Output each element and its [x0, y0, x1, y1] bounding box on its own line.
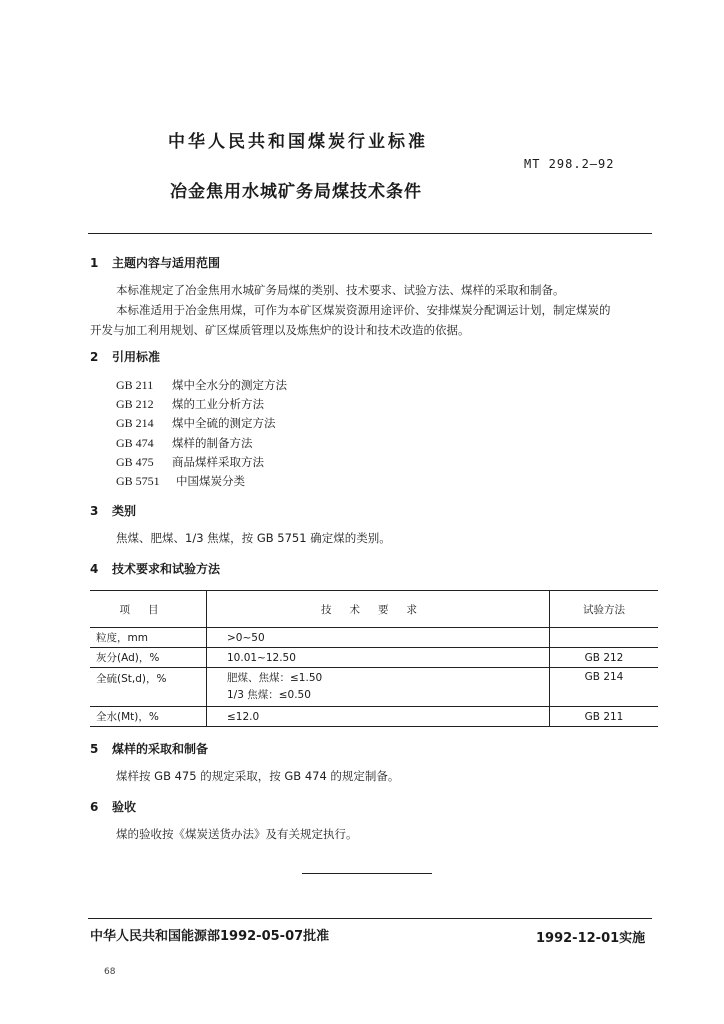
section-3-heading [90, 502, 136, 519]
requirement-line: 1/3 焦煤：≤0.50 [227, 689, 311, 701]
section-4-heading [90, 560, 220, 577]
table-row [90, 648, 658, 668]
bottom-rule [88, 918, 652, 919]
reference-item [116, 453, 287, 472]
section-title: 煤样的采取和制备 [112, 742, 209, 756]
section-5-para: 煤样按 GB 475 的规定采取，按 GB 474 的规定制备。 [116, 769, 400, 783]
reference-name: 煤中全硫的测定方法 [172, 416, 276, 431]
header-method: 试验方法 [550, 591, 659, 628]
row-item: 全水(Mt)，% [90, 707, 207, 727]
section-title: 验收 [112, 800, 137, 814]
top-rule [88, 233, 652, 234]
table-row [90, 668, 658, 707]
row-method: GB 211 [584, 710, 624, 723]
reference-item [116, 395, 287, 414]
reference-code: GB 211 [116, 378, 154, 392]
reference-code: GB 214 [116, 416, 154, 431]
reference-list [116, 376, 287, 491]
approval-line: 中华人民共和国能源部1992-05-07批准 [90, 929, 330, 944]
standard-title: 中华人民共和国煤炭行业标准 [168, 132, 428, 152]
reference-item [116, 376, 287, 395]
section-number: 3 [90, 504, 99, 518]
row-requirement: ≤12.0 [207, 707, 550, 727]
section-title: 技术要求和试验方法 [112, 562, 221, 576]
table-header-row [90, 591, 658, 628]
reference-code: GB 474 [116, 435, 154, 450]
section-1-para-2: 本标准适用于冶金焦用煤，可作为本矿区煤炭资源用途评价、安排煤炭分配调运计划，制定煤炭的 [116, 303, 611, 317]
end-rule [302, 873, 432, 874]
reference-item [116, 414, 287, 433]
section-5-heading [90, 740, 208, 757]
section-1-para-3: 开发与加工利用规划、矿区煤质管理以及炼焦炉的设计和技术改造的依据。 [90, 323, 470, 337]
row-method: GB 212 [584, 651, 624, 664]
row-requirement: 10.01~12.50 [207, 648, 550, 668]
header-item: 项目 [90, 591, 207, 628]
section-title: 类别 [112, 504, 137, 518]
header-requirement: 技术要求 [207, 591, 550, 628]
section-2-heading [90, 348, 160, 365]
reference-code: GB 5751 [116, 474, 160, 489]
section-1-heading [90, 254, 220, 271]
standard-code: MT 298.2—92 [524, 157, 615, 171]
row-item: 灰分(Ad)，% [90, 648, 207, 668]
row-requirement: >0~50 [207, 628, 550, 648]
row-method: GB 214 [584, 671, 624, 683]
table-row [90, 628, 658, 648]
section-number: 6 [90, 800, 99, 814]
section-6-heading [90, 798, 136, 815]
row-item: 全硫(St,d)，% [90, 668, 207, 707]
section-number: 5 [90, 742, 99, 756]
section-number: 2 [90, 350, 99, 364]
reference-item [116, 472, 287, 491]
implementation-date: 1992-12-01实施 [536, 931, 646, 946]
section-6-para: 煤的验收按《煤炭送货办法》及有关规定执行。 [116, 827, 358, 841]
page-number: 68 [104, 967, 116, 977]
section-title: 引用标准 [112, 350, 161, 364]
requirement-line: 肥煤、焦煤：≤1.50 [227, 672, 323, 684]
reference-code: GB 475 [116, 454, 154, 469]
table-row [90, 707, 658, 727]
section-title: 主题内容与适用范围 [112, 256, 221, 270]
reference-item [116, 434, 287, 453]
row-requirement [207, 668, 550, 707]
reference-name: 煤中全水分的测定方法 [172, 378, 287, 392]
section-number: 1 [90, 256, 99, 270]
section-1-para-1: 本标准规定了冶金焦用水城矿务局煤的类别、技术要求、试验方法、煤样的采取和制备。 [116, 283, 565, 297]
reference-name: 商品煤样采取方法 [172, 454, 264, 469]
reference-name: 煤样的制备方法 [172, 435, 253, 450]
reference-code: GB 212 [116, 397, 154, 412]
reference-name: 中国煤炭分类 [176, 474, 245, 489]
row-item: 粒度，mm [90, 628, 207, 648]
section-3-para: 焦煤、肥煤、1/3 焦煤，按 GB 5751 确定煤的类别。 [116, 531, 391, 545]
row-method [550, 628, 659, 648]
requirements-table [90, 590, 658, 727]
section-number: 4 [90, 562, 99, 576]
reference-name: 煤的工业分析方法 [172, 397, 264, 412]
document-title: 冶金焦用水城矿务局煤技术条件 [170, 182, 422, 202]
